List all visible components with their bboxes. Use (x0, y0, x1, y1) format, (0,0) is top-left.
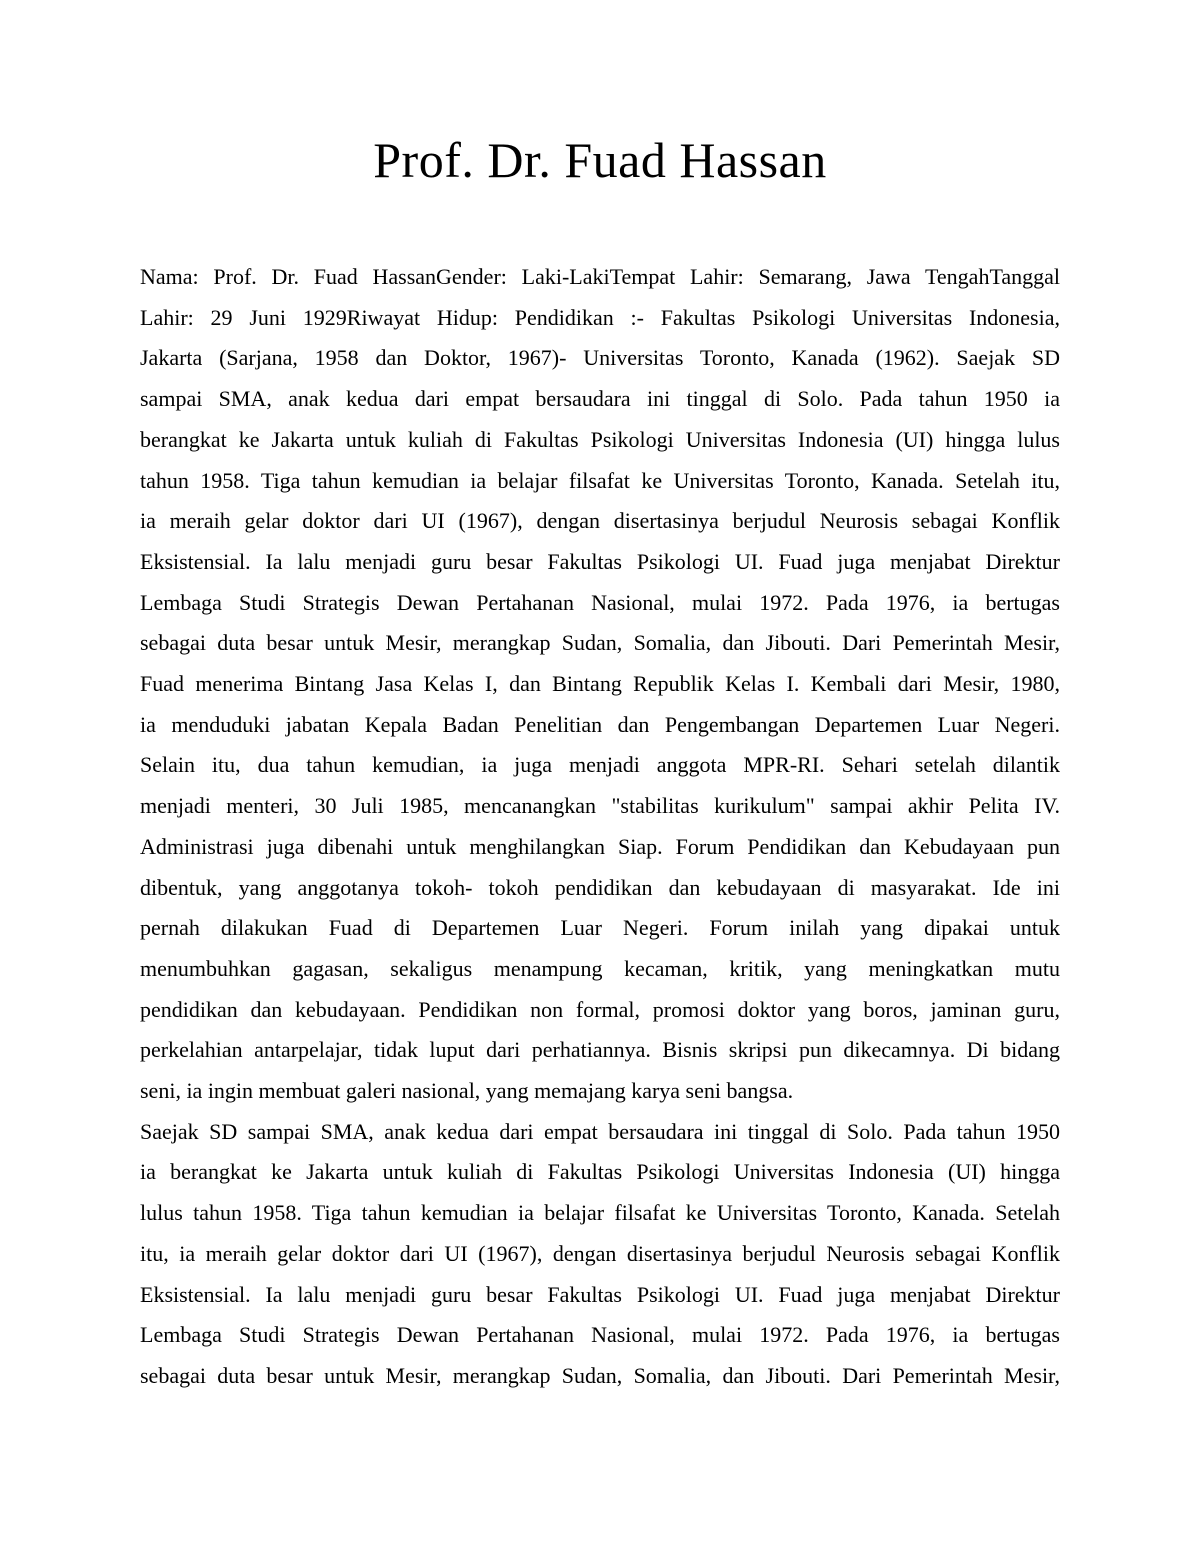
text-line: perkelahian antarpelajar, tidak luput dari perhatiannya. Bisnis skripsi pun dikecamnya. Di bidang (140, 1037, 1060, 1063)
text-line: ia menduduki jabatan Kepala Badan Penelitian dan Pengembangan Departemen Luar Negeri. (140, 711, 1060, 737)
text-line: sebagai duta besar untuk Mesir, merangkap Sudan, Somalia, dan Jibouti. Dari Pemerintah Mesir, (140, 630, 1060, 656)
text-line: pernah dilakukan Fuad di Departemen Luar Negeri. Forum inilah yang dipakai untuk (140, 915, 1060, 941)
text-line: Eksistensial. Ia lalu menjadi guru besar Fakultas Psikologi UI. Fuad juga menjabat Direktur (140, 1281, 1060, 1307)
text-line: Lahir: 29 Juni 1929Riwayat Hidup: Pendidikan :- Fakultas Psikologi Universitas Indonesia, (140, 304, 1060, 330)
paragraph (140, 1112, 1060, 1397)
text-line: Lembaga Studi Strategis Dewan Pertahanan Nasional, mulai 1972. Pada 1976, ia bertugas (140, 1322, 1060, 1348)
text-line: Saejak SD sampai SMA, anak kedua dari empat bersaudara ini tinggal di Solo. Pada tahun 1950 (140, 1118, 1060, 1144)
text-line: tahun 1958. Tiga tahun kemudian ia belajar filsafat ke Universitas Toronto, Kanada. Setelah itu, (140, 467, 1060, 493)
text-line: ia meraih gelar doktor dari UI (1967), dengan disertasinya berjudul Neurosis sebagai Konflik (140, 508, 1060, 534)
text-line: pendidikan dan kebudayaan. Pendidikan non formal, promosi doktor yang boros, jaminan guru, (140, 996, 1060, 1022)
text-line: lulus tahun 1958. Tiga tahun kemudian ia belajar filsafat ke Universitas Toronto, Kanada. Setelah (140, 1200, 1060, 1226)
paragraph (140, 257, 1060, 1112)
text-line: berangkat ke Jakarta untuk kuliah di Fakultas Psikologi Universitas Indonesia (UI) hingga lulus (140, 426, 1060, 452)
text-line: seni, ia ingin membuat galeri nasional, yang memajang karya seni bangsa. (140, 1078, 794, 1104)
text-line: menjadi menteri, 30 Juli 1985, mencanangkan "stabilitas kurikulum" sampai akhir Pelita IV. (140, 793, 1060, 819)
document-body (140, 257, 1060, 1397)
document-title: Prof. Dr. Fuad Hassan (373, 132, 827, 188)
text-line: dibentuk, yang anggotanya tokoh- tokoh pendidikan dan kebudayaan di masyarakat. Ide ini (140, 874, 1060, 900)
text-line: itu, ia meraih gelar doktor dari UI (1967), dengan disertasinya berjudul Neurosis sebagai Konflik (140, 1240, 1060, 1266)
text-line: menumbuhkan gagasan, sekaligus menampung kecaman, kritik, yang meningkatkan mutu (140, 955, 1060, 981)
text-line: Administrasi juga dibenahi untuk menghilangkan Siap. Forum Pendidikan dan Kebudayaan pun (140, 833, 1060, 859)
text-line: Eksistensial. Ia lalu menjadi guru besar Fakultas Psikologi UI. Fuad juga menjabat Direktur (140, 548, 1060, 574)
text-line: Selain itu, dua tahun kemudian, ia juga menjadi anggota MPR-RI. Sehari setelah dilantik (140, 752, 1060, 778)
text-line: ia berangkat ke Jakarta untuk kuliah di Fakultas Psikologi Universitas Indonesia (UI) hingga (140, 1159, 1060, 1185)
text-line: sebagai duta besar untuk Mesir, merangkap Sudan, Somalia, dan Jibouti. Dari Pemerintah Mesir, (140, 1362, 1060, 1388)
text-line: Lembaga Studi Strategis Dewan Pertahanan Nasional, mulai 1972. Pada 1976, ia bertugas (140, 589, 1060, 615)
text-line: Fuad menerima Bintang Jasa Kelas I, dan Bintang Republik Kelas I. Kembali dari Mesir, 1980, (140, 671, 1060, 697)
text-line: Jakarta (Sarjana, 1958 dan Doktor, 1967)- Universitas Toronto, Kanada (1962). Saejak SD (140, 345, 1060, 371)
text-line: Nama: Prof. Dr. Fuad HassanGender: Laki-LakiTempat Lahir: Semarang, Jawa TengahTanggal (140, 264, 1060, 289)
text-line: sampai SMA, anak kedua dari empat bersaudara ini tinggal di Solo. Pada tahun 1950 ia (140, 386, 1060, 412)
